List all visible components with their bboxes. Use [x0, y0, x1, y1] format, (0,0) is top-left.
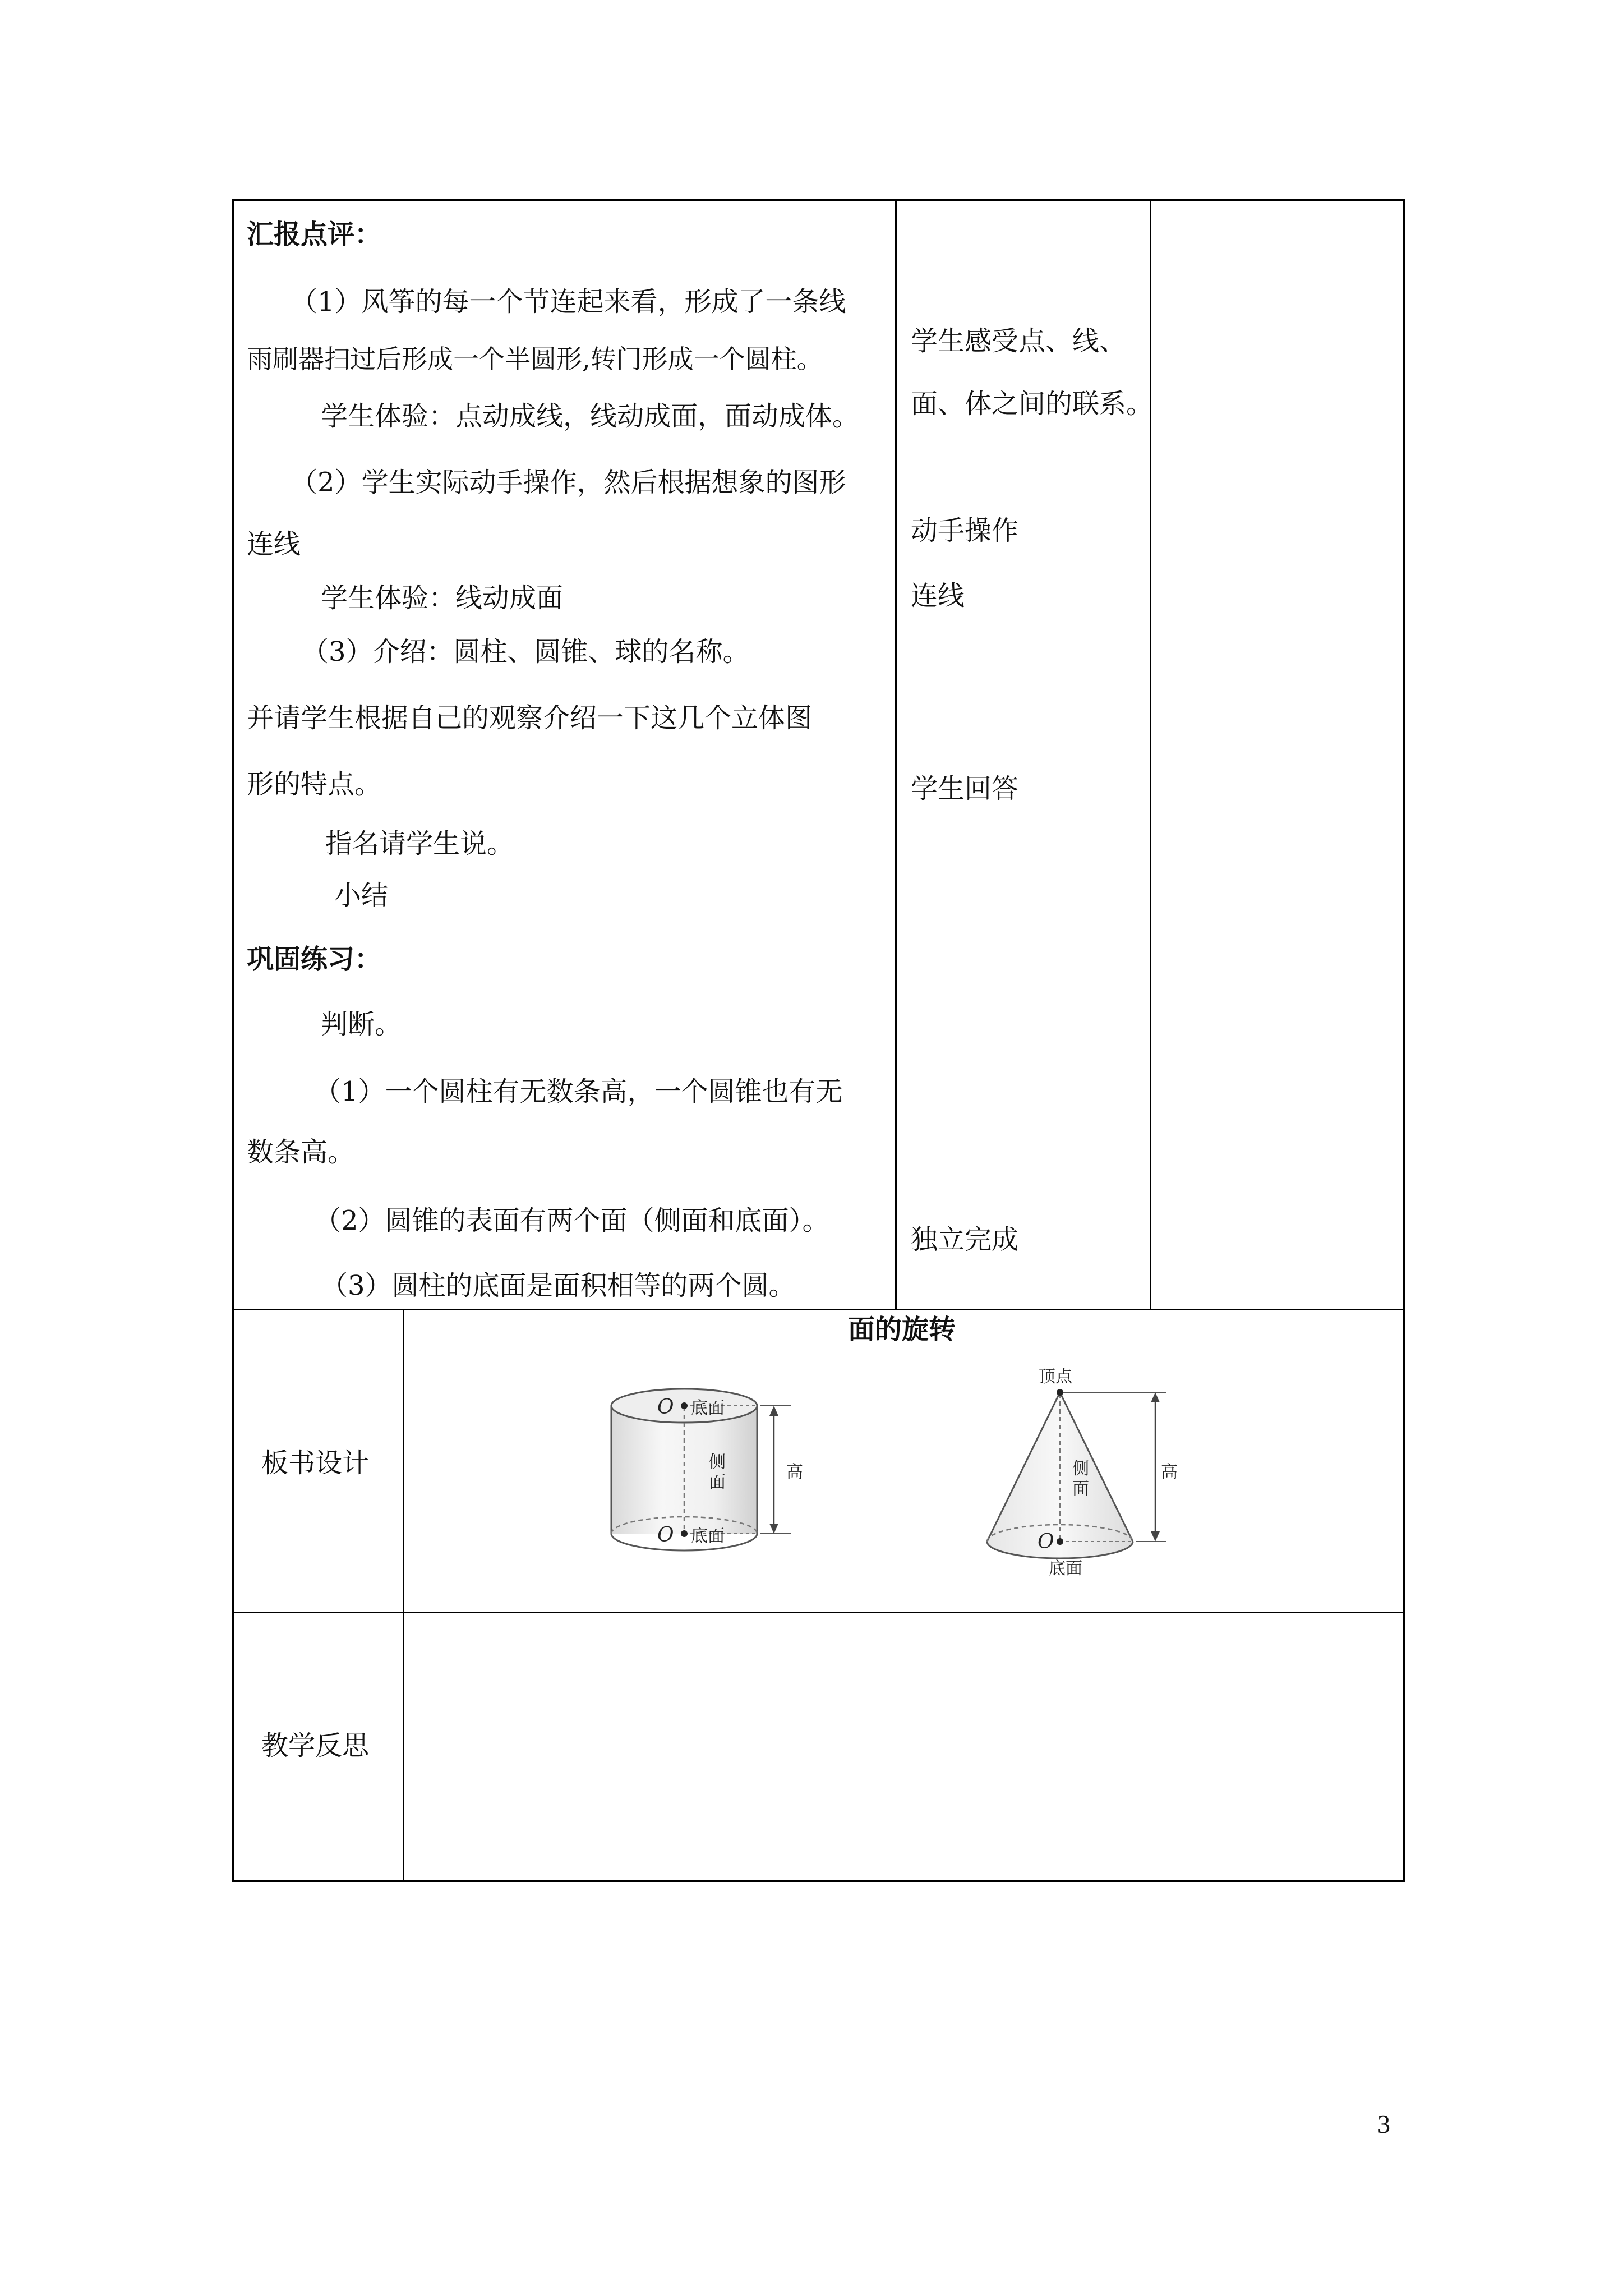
- cylinder-top-center: [681, 1402, 688, 1409]
- reflection-label: 教学反思: [261, 1730, 370, 1761]
- heading-report: 汇报点评：: [247, 219, 382, 250]
- row-divider-board: [232, 1309, 1405, 1310]
- cylinder-bottom-o: O: [657, 1524, 674, 1547]
- activity-3: 连线: [911, 580, 965, 611]
- experience-2: 学生体验：线动成面: [321, 582, 564, 614]
- label-column-divider: [403, 1309, 404, 1881]
- paragraph-3-line-3: 形的特点。: [247, 769, 382, 800]
- column-divider-2: [1150, 199, 1151, 1310]
- cone-apex-label: 顶点: [1039, 1367, 1072, 1387]
- question-3: （3）圆柱的底面是面积相等的两个圆。: [321, 1270, 796, 1301]
- cylinder-top-o: O: [657, 1396, 674, 1419]
- table-border-left: [232, 199, 234, 1882]
- paragraph-1-line-1: （1）风筝的每一个节连起来看，形成了一条线: [291, 286, 846, 318]
- cylinder-top-base-label: 底面: [691, 1398, 725, 1418]
- column-divider-1: [895, 199, 897, 1310]
- cone-side-1: 侧: [1072, 1459, 1089, 1479]
- paragraph-2-line-1: （2）学生实际动手操作，然后根据想象的图形: [291, 467, 846, 498]
- table-border-top: [232, 199, 1405, 201]
- cone-diagram: [976, 1363, 1200, 1593]
- paragraph-3-line-2: 并请学生根据自己的观察介绍一下这几个立体图: [247, 702, 813, 734]
- cone-height-label: 高: [1161, 1462, 1178, 1482]
- cone-center-o: O: [1038, 1530, 1054, 1553]
- experience-1: 学生体验：点动成线，线动成面，面动成体。: [321, 401, 860, 432]
- summary: 小结: [334, 880, 389, 911]
- ask-students: 指名请学生说。: [325, 828, 514, 859]
- question-1-line-2: 数条高。: [247, 1137, 355, 1168]
- board-title: 面的旋转: [848, 1314, 956, 1345]
- cylinder-bottom-base-label: 底面: [691, 1526, 725, 1546]
- cone-apex-point: [1057, 1389, 1063, 1396]
- cone-base-label: 底面: [1049, 1559, 1082, 1579]
- page-number: 3: [1377, 2110, 1390, 2138]
- paragraph-3: （3）介绍：圆柱、圆锥、球的名称。: [302, 636, 750, 668]
- activity-1-line-2: 面、体之间的联系。: [911, 388, 1154, 420]
- paragraph-1-line-2: 雨刷器扫过后形成一个半圆形,转门形成一个圆柱。: [247, 344, 823, 374]
- heading-practice: 巩固练习：: [247, 944, 382, 975]
- question-2: （2）圆锥的表面有两个面（侧面和底面）。: [314, 1205, 829, 1236]
- board-design-label: 板书设计: [261, 1447, 370, 1479]
- activity-2: 动手操作: [911, 515, 1019, 546]
- table-border-right: [1403, 199, 1405, 1882]
- row-divider-reflection: [232, 1612, 1405, 1613]
- cylinder-side-1: 侧: [709, 1452, 726, 1472]
- cylinder-height-label: 高: [786, 1462, 803, 1482]
- question-1-line-1: （1）一个圆柱有无数条高，一个圆锥也有无: [314, 1076, 843, 1107]
- cylinder-diagram: [594, 1369, 819, 1593]
- cylinder-side-2: 面: [709, 1473, 726, 1492]
- table-border-bottom: [232, 1880, 1405, 1882]
- activity-5: 独立完成: [911, 1224, 1019, 1255]
- cone-side-2: 面: [1072, 1479, 1089, 1499]
- cylinder-bottom-center: [681, 1530, 688, 1537]
- activity-1-line-1: 学生感受点、线、: [911, 325, 1127, 357]
- activity-4: 学生回答: [911, 773, 1019, 804]
- paragraph-2-line-2: 连线: [247, 528, 301, 560]
- judge: 判断。: [321, 1009, 402, 1040]
- cone-base-center: [1057, 1538, 1063, 1545]
